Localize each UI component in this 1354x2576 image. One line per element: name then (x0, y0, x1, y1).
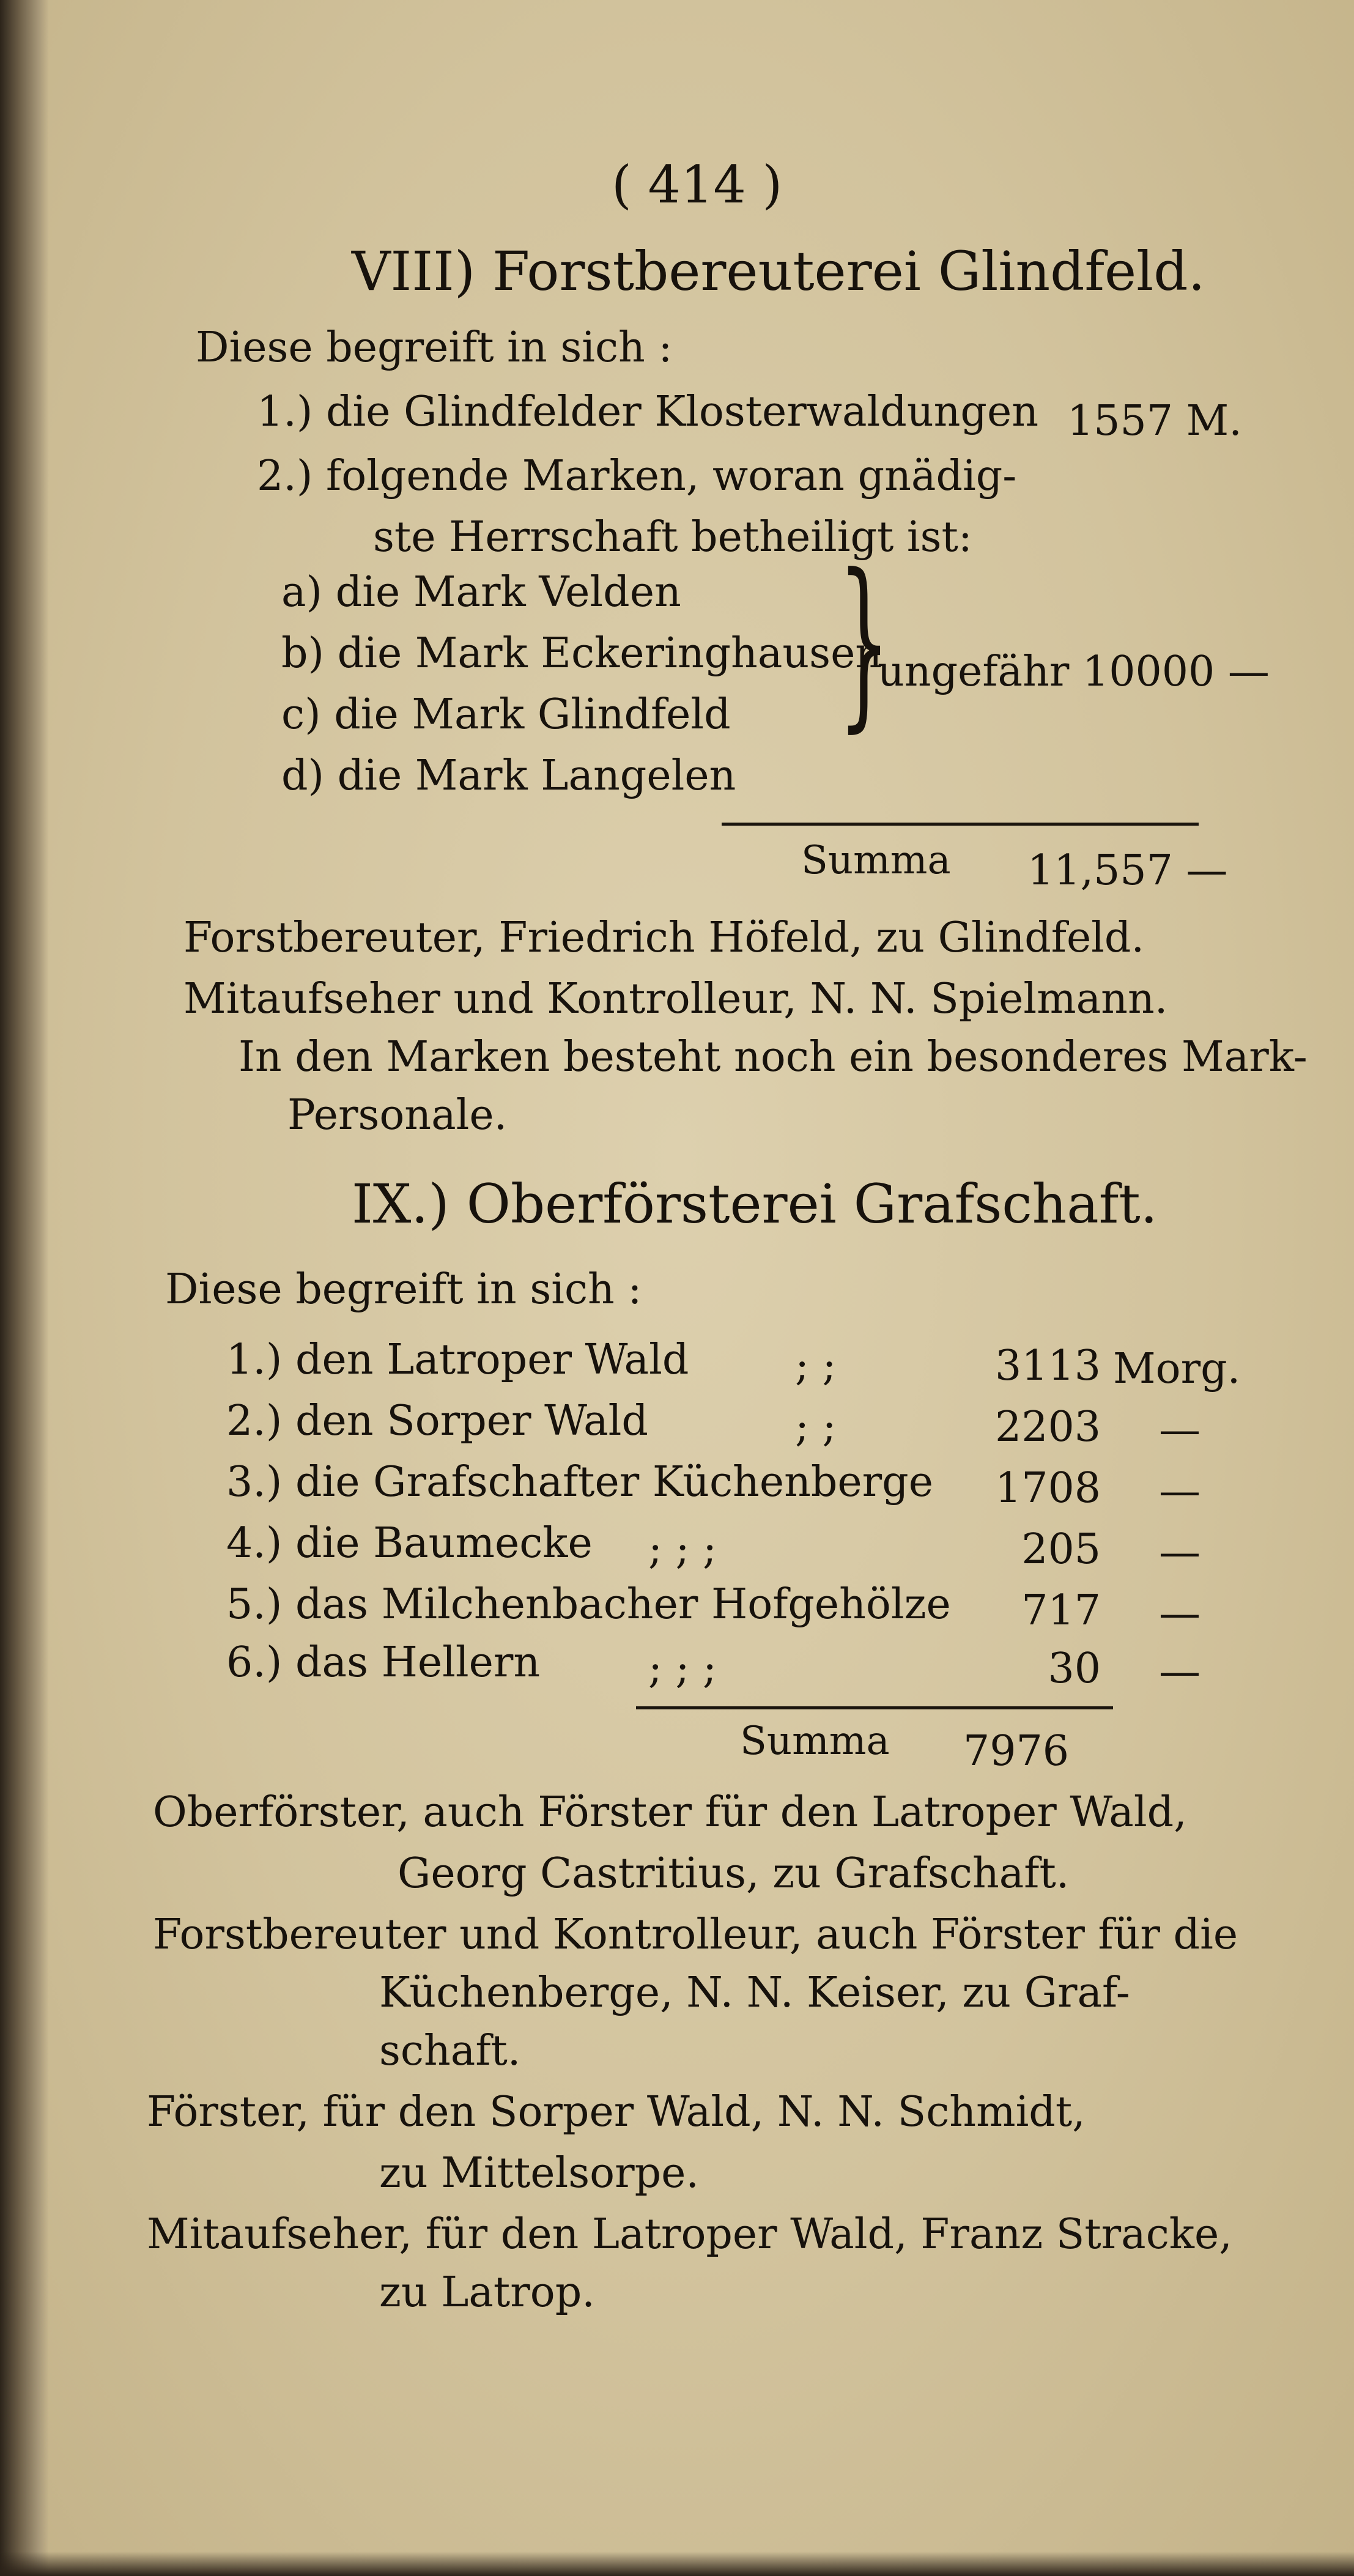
section-9-staff-4: Küchenberge, N. N. Keiser, zu Graf- (379, 1969, 1130, 2017)
forest-item-4-dots: ; ; ; (648, 1525, 717, 1574)
section-8-summa-label: Summa (801, 838, 951, 883)
section-8-item-2-line-2: ste Herrschaft betheiligt ist: (373, 513, 972, 561)
section-8-staff-4: Personale. (287, 1091, 508, 1139)
marks-brace-icon: } (838, 535, 890, 749)
marks-value: ungefähr 10000 — (878, 648, 1270, 696)
forest-item-1-unit: Morg. (1113, 1345, 1241, 1393)
mark-item-d: d) die Mark Langelen (281, 752, 736, 800)
section-9-summa-value: 7976 (963, 1727, 1070, 1775)
forest-item-6-value: 30 (1048, 1645, 1101, 1693)
forest-item-4-unit: — (1159, 1528, 1200, 1577)
section-9-intro: Diese begreift in sich : (165, 1265, 642, 1314)
section-9-staff-1: Oberförster, auch Förster für den Latroper Wald, (153, 1788, 1187, 1837)
mark-item-c: c) die Mark Glindfeld (281, 690, 731, 739)
forest-item-2-label: 2.) den Sorper Wald (226, 1397, 648, 1445)
section-8-staff-2: Mitaufseher und Kontrolleur, N. N. Spielmann. (183, 975, 1168, 1023)
section-8-intro: Diese begreift in sich : (196, 324, 673, 372)
page-gutter (0, 0, 49, 2576)
forest-item-3-value: 1708 (994, 1464, 1101, 1512)
mark-item-a: a) die Mark Velden (281, 568, 681, 616)
forest-item-1-dots: ; ; (795, 1342, 837, 1390)
section-9-staff-3: Forstbereuter und Kontrolleur, auch Förster für die (153, 1911, 1238, 1959)
forest-item-3-unit: — (1159, 1467, 1200, 1516)
section-9-staff-2: Georg Castritius, zu Grafschaft. (398, 1849, 1070, 1898)
section-9-staff-6: Förster, für den Sorper Wald, N. N. Schmidt, (147, 2088, 1086, 2136)
forest-item-4-label: 4.) die Baumecke (226, 1519, 593, 1567)
forest-item-6-label: 6.) das Hellern (226, 1638, 541, 1687)
forest-item-6-unit: — (1159, 1648, 1200, 1696)
section-9-staff-8: Mitaufseher, für den Latroper Wald, Franz Stracke, (147, 2210, 1232, 2259)
section-8-summa-value: 11,557 — (1027, 846, 1228, 895)
section-8-staff-1: Forstbereuter, Friedrich Höfeld, zu Glindfeld. (183, 914, 1145, 962)
section-8-sum-rule (722, 823, 1199, 826)
section-8-item-1-value: 1557 M. (1067, 397, 1242, 445)
forest-item-5-unit: — (1159, 1590, 1200, 1638)
section-9-sum-rule (636, 1706, 1113, 1709)
section-9-staff-9: zu Latrop. (379, 2268, 595, 2317)
forest-item-6-dots: ; ; ; (648, 1645, 717, 1693)
forest-item-3-label: 3.) die Grafschafter Küchenberge (226, 1458, 933, 1506)
section-8-item-2-line-1: 2.) folgende Marken, woran gnädig- (257, 452, 1017, 500)
forest-item-1-value: 3113 (994, 1342, 1101, 1390)
section-8-item-1-label: 1.) die Glindfelder Klosterwaldungen (257, 388, 1038, 436)
section-8-staff-3: In den Marken besteht noch ein besonderes Mark- (239, 1033, 1308, 1081)
section-9-summa-label: Summa (740, 1719, 890, 1764)
forest-item-2-dots: ; ; (795, 1403, 837, 1451)
section-9-heading: IX.) Oberförsterei Grafschaft. (352, 1172, 1158, 1235)
section-9-staff-7: zu Mittelsorpe. (379, 2149, 699, 2197)
forest-item-5-label: 5.) das Milchenbacher Hofgehölze (226, 1580, 951, 1629)
forest-item-4-value: 205 (1021, 1525, 1101, 1574)
forest-item-1-label: 1.) den Latroper Wald (226, 1336, 689, 1384)
section-8-heading: VIII) Forstbereuterei Glindfeld. (352, 240, 1205, 303)
mark-item-b: b) die Mark Eckeringhausen (281, 629, 882, 678)
section-9-staff-5: schaft. (379, 2027, 521, 2075)
forest-item-2-value: 2203 (994, 1403, 1101, 1451)
forest-item-5-value: 717 (1021, 1586, 1101, 1635)
forest-item-2-unit: — (1159, 1406, 1200, 1454)
page-bottom-edge (0, 2552, 1354, 2576)
page-number: ( 414 ) (612, 155, 783, 215)
